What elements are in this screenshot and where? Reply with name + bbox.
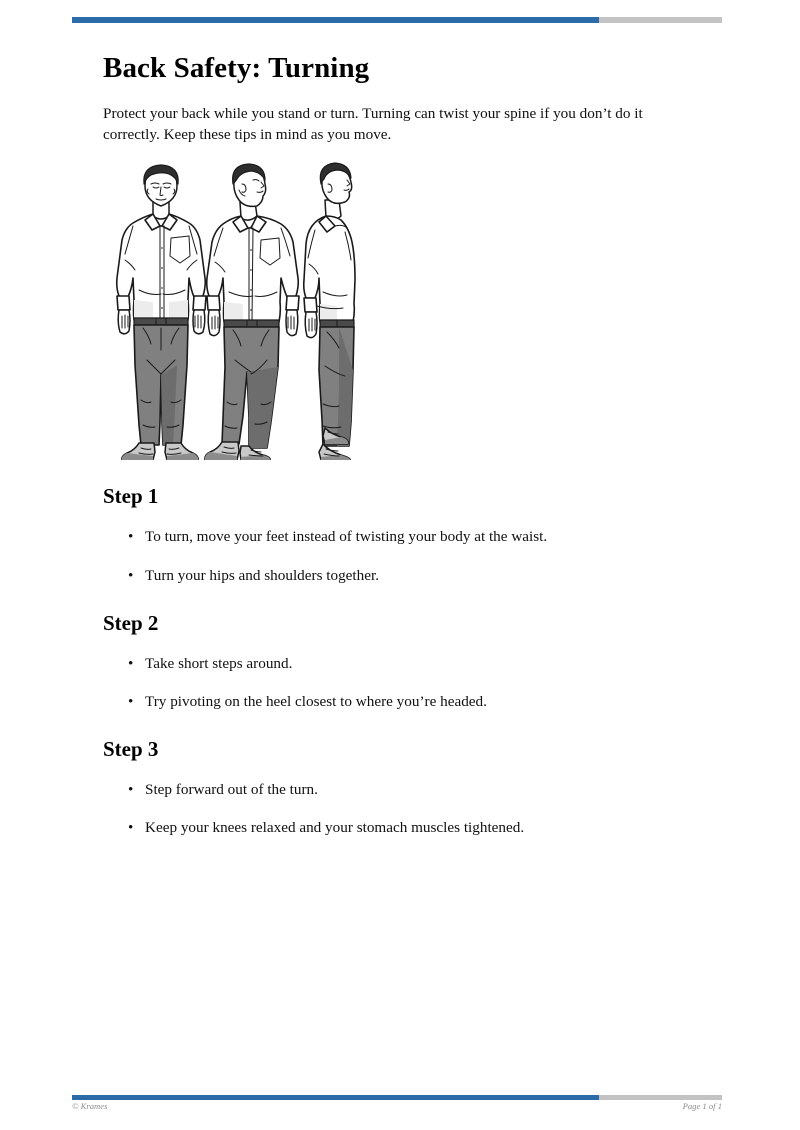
list-item — [103, 692, 723, 713]
header-rule-track-segment — [599, 17, 723, 23]
step-block-1 — [103, 484, 723, 586]
step-3-bullet-list — [103, 780, 723, 839]
list-item — [103, 527, 723, 548]
intro-paragraph: Protect your back while you stand or turn. Turning can twist your spine if you don’t do it correctly. Keep these tips in mind as you move. — [103, 105, 643, 144]
page-title: Back Safety: Turning — [103, 52, 370, 84]
step-2-bullet-list — [103, 654, 723, 713]
document-content — [103, 52, 723, 839]
bullet-glyph: • — [128, 819, 134, 837]
footer-rule — [72, 1095, 722, 1100]
list-item-text: To turn, move your feet instead of twisting your body at the waist. — [145, 528, 548, 546]
figure-front-view — [117, 165, 206, 460]
list-item-text: Step forward out of the turn. — [145, 780, 318, 798]
bullet-glyph: • — [128, 654, 134, 672]
three-men-standing-turning-illustration — [103, 160, 393, 460]
bullet-glyph: • — [128, 780, 134, 798]
step-1-bullet-list — [103, 527, 723, 586]
step-1-heading: Step 1 — [103, 484, 159, 509]
list-item-text: Take short steps around. — [145, 654, 293, 672]
figure-side-profile-view — [304, 163, 355, 460]
bullet-glyph: • — [128, 528, 134, 546]
footer — [72, 1101, 722, 1111]
list-item-text: Keep your knees relaxed and your stomach muscles tightened. — [145, 819, 525, 837]
header-rule — [72, 17, 722, 23]
list-item — [103, 818, 723, 839]
copyright-notice: © Krames — [72, 1101, 108, 1111]
step-block-3 — [103, 737, 723, 839]
step-block-2 — [103, 611, 723, 713]
list-item — [103, 654, 723, 675]
page-number: Page 1 of 1 — [682, 1101, 722, 1111]
figure-turned-view — [205, 164, 299, 460]
list-item — [103, 566, 723, 587]
header-rule-accent-segment — [72, 17, 599, 23]
footer-rule-track-segment — [599, 1095, 723, 1100]
list-item-text: Try pivoting on the heel closest to where you’re headed. — [145, 693, 487, 711]
bullet-glyph: • — [128, 693, 134, 711]
footer-rule-accent-segment — [72, 1095, 599, 1100]
step-2-heading: Step 2 — [103, 610, 159, 635]
bullet-glyph: • — [128, 566, 134, 584]
step-3-heading: Step 3 — [103, 736, 159, 761]
list-item-text: Turn your hips and shoulders together. — [145, 566, 379, 584]
list-item — [103, 780, 723, 801]
